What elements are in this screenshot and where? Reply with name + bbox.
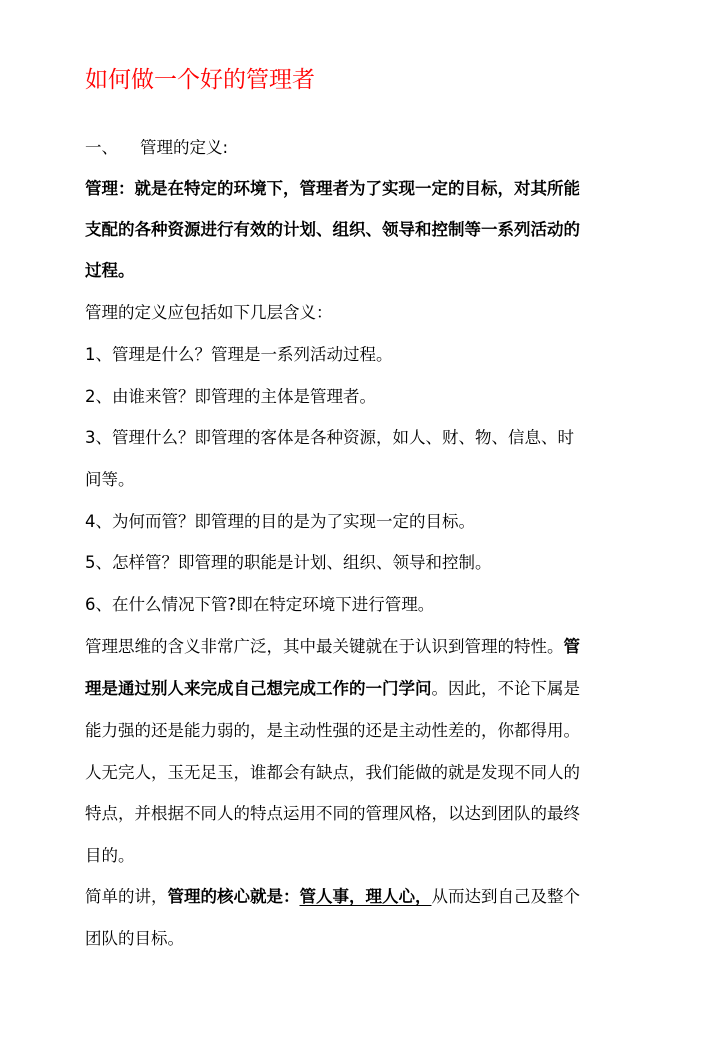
thinking-line-3: 能力强的还是能力弱的，是主动性强的还是主动性差的，你都得用。 xyxy=(85,721,580,740)
summary-emphasis: 管理的核心就是： xyxy=(167,887,300,906)
thinking-line-5: 特点，并根据不同人的特点运用不同的管理风格，以达到团队的最终 xyxy=(85,804,580,823)
thinking-emphasis: 理是通过别人来完成自己想完成工作的一门学问 xyxy=(85,679,432,698)
thinking-line-4: 人无完人，玉无足玉，谁都会有缺点，我们能做的就是发现不同人的 xyxy=(85,763,580,782)
thinking-emphasis: 管 xyxy=(563,637,580,656)
meaning-item-3: 3、管理什么？即管理的客体是各种资源，如人、财、物、信息、时 xyxy=(85,428,574,447)
meaning-item-3-cont: 间等。 xyxy=(85,470,135,489)
meaning-item-1: 1、管理是什么？管理是一系列活动过程。 xyxy=(85,345,393,364)
summary-key-phrase: 管人事，理人心， xyxy=(299,887,432,906)
summary-line-2: 团队的目标。 xyxy=(85,929,184,948)
summary-text: 从而达到自己及整个 xyxy=(431,887,580,906)
thinking-line-6: 目的。 xyxy=(85,846,135,865)
definition-line-2: 支配的各种资源进行有效的计划、组织、领导和控制等一系列活动的 xyxy=(85,220,580,239)
meaning-item-6: 6、在什么情况下管?即在特定环境下进行管理。 xyxy=(85,595,435,614)
thinking-line-2 xyxy=(85,677,580,701)
document-title: 如何做一个好的管理者 xyxy=(85,67,315,93)
section-number: 一、 xyxy=(85,138,118,157)
summary-text: 简单的讲， xyxy=(85,887,168,906)
section-heading xyxy=(85,136,228,160)
meaning-item-2: 2、由谁来管？即管理的主体是管理者。 xyxy=(85,387,376,406)
thinking-line-1 xyxy=(85,635,580,659)
summary-line-1 xyxy=(85,885,580,909)
meanings-intro: 管理的定义应包括如下几层含义： xyxy=(85,303,333,322)
section-heading-text: 管理的定义: xyxy=(140,138,229,157)
meaning-item-5: 5、怎样管？即管理的职能是计划、组织、领导和控制。 xyxy=(85,553,492,572)
definition-line-3: 过程。 xyxy=(85,261,135,280)
meaning-item-4: 4、为何而管？即管理的目的是为了实现一定的目标。 xyxy=(85,512,475,531)
definition-line-1: 管理：就是在特定的环境下，管理者为了实现一定的目标，对其所能 xyxy=(85,179,580,198)
thinking-text: 管理思维的含义非常广泛，其中最关键就在于认识到管理的特性。 xyxy=(85,637,564,656)
thinking-text: 。因此，不论下属是 xyxy=(431,679,580,698)
